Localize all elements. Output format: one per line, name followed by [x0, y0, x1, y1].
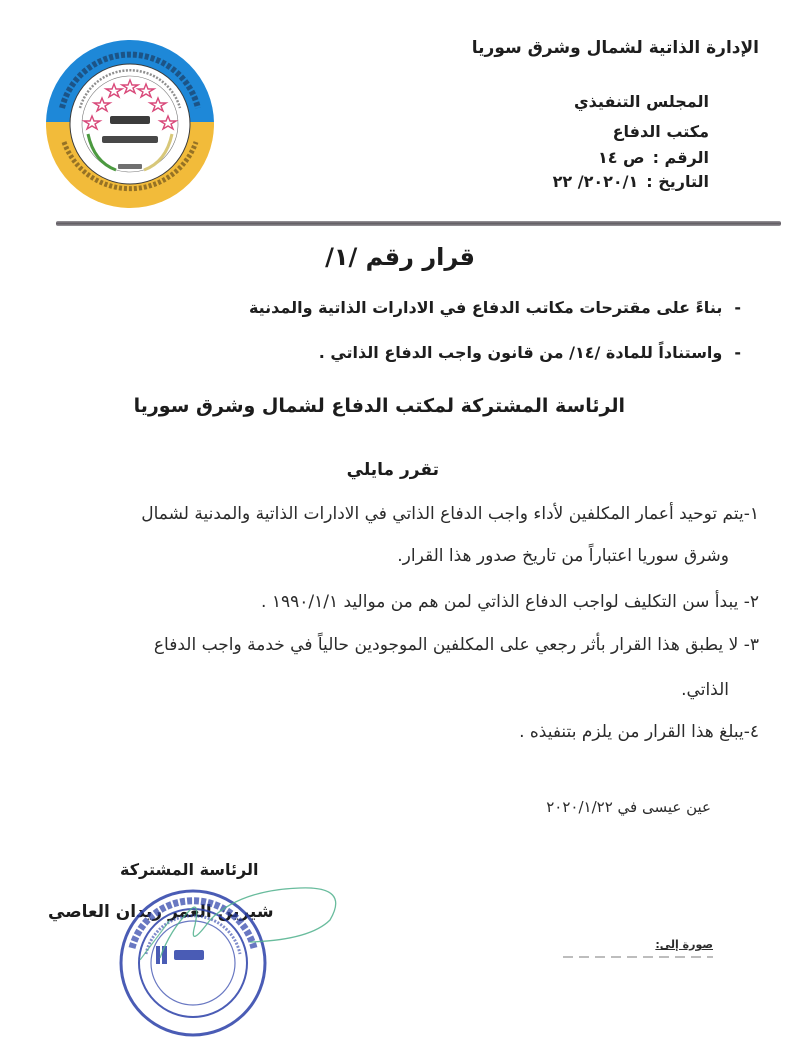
signatory-names: شيرين العمر ريدان العاصي [48, 902, 274, 922]
date-value: ٢٠٢٠/١/ ٢٢ [552, 172, 639, 191]
handwritten-signature [100, 880, 360, 960]
reference-label: الرقم : [652, 148, 709, 167]
copy-to-label: صورة إلى: [655, 938, 713, 951]
presidency-statement: الرئاسة المشتركة لمكتب الدفاع لشمال وشرق سوريا [133, 395, 625, 417]
defense-office-logo [44, 38, 216, 210]
header-divider [56, 221, 781, 226]
place-and-date: عين عيسى في ٢٠٢٠/١/٢٢ [546, 798, 711, 816]
council-name: المجلس التنفيذي [574, 92, 709, 111]
decision-title: قرار رقم /١/ [325, 243, 475, 271]
document-date [553, 172, 709, 191]
decision-item-2: ٢- يبدأ سن التكليف لواجب الدفاع الذاتي لمن هم من مواليد ١٩٩٠/١/١ . [261, 592, 759, 612]
organization-name: الإدارة الذاتية لشمال وشرق سوريا [471, 38, 759, 58]
reference-value: ص ١٤ [597, 148, 645, 167]
preamble-text: بناءً على مقترحات مكاتب الدفاع في الادارات الذاتية والمدنية [248, 298, 723, 317]
preamble-text: واستناداً للمادة /١٤/ من قانون واجب الدفاع الذاتي . [318, 343, 723, 362]
decision-item-3: ٣- لا يطبق هذا القرار بأثر رجعي على المكلفين الموجودين حالياً في خدمة واجب الدفاع [153, 635, 759, 655]
preamble-item [249, 298, 741, 317]
decision-item-1-continued: وشرق سوريا اعتباراً من تاريخ صدور هذا القرار. [397, 546, 729, 566]
decision-item-3-continued: الذاتي. [681, 680, 729, 700]
office-name: مكتب الدفاع [612, 122, 709, 141]
date-label: التاريخ : [646, 172, 709, 191]
reference-number [598, 148, 709, 167]
preamble-item [319, 343, 741, 362]
decides-heading: تقرر مايلي [346, 460, 439, 480]
decision-item-1: ١-يتم توحيد أعمار المكلفين لأداء واجب الدفاع الذاتي في الادارات الذاتية والمدنية لشمال [141, 504, 759, 524]
signature-title: الرئاسة المشتركة [120, 860, 259, 879]
preamble-dash: - [734, 343, 741, 362]
copy-to-line [563, 956, 713, 958]
decision-item-4: ٤-يبلغ هذا القرار من يلزم بتنفيذه . [519, 722, 759, 742]
preamble-dash: - [734, 298, 741, 317]
